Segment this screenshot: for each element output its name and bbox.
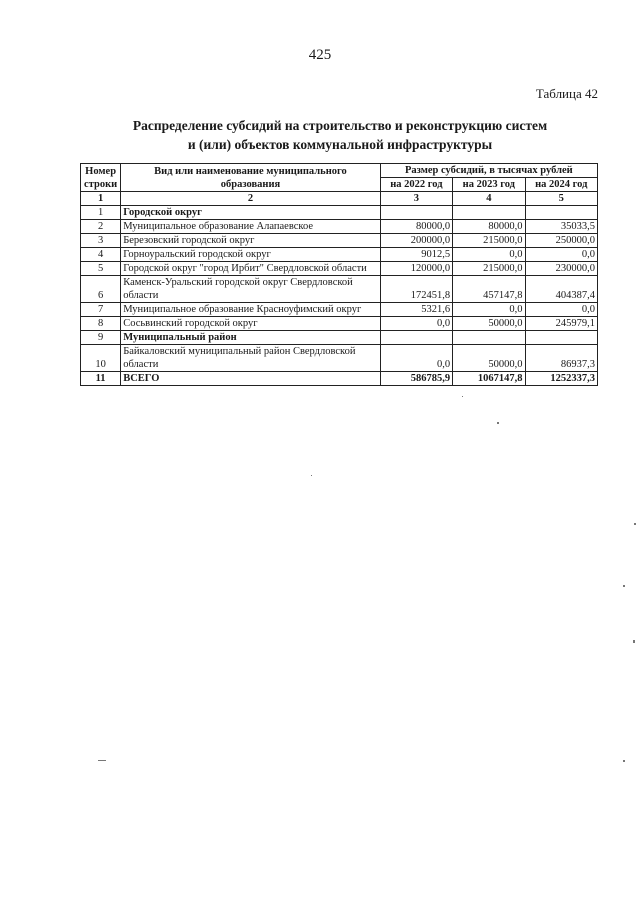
value-2024 (525, 206, 597, 220)
scan-speck (623, 760, 625, 762)
value-2023 (453, 331, 525, 345)
municipality-name: Сосьвинский городской округ (121, 317, 380, 331)
value-2023 (453, 206, 525, 220)
row-number: 11 (81, 372, 121, 386)
municipality-name: Муниципальный район (121, 331, 380, 345)
value-2022: 0,0 (380, 345, 452, 372)
scan-speck (497, 422, 499, 424)
municipality-name: Березовский городской округ (121, 234, 380, 248)
row-number: 4 (81, 248, 121, 262)
value-2024: 250000,0 (525, 234, 597, 248)
row-number: 8 (81, 317, 121, 331)
scan-speck (623, 585, 625, 587)
value-2024 (525, 331, 597, 345)
table-reference: Таблица 42 (535, 86, 598, 101)
table-row (81, 331, 598, 345)
subsidies-table (80, 163, 598, 386)
table-row (81, 317, 598, 331)
row-number: 1 (81, 206, 121, 220)
municipality-name: Городской округ (121, 206, 380, 220)
row-number: 7 (81, 303, 121, 317)
value-2024: 1252337,3 (525, 372, 597, 386)
value-2022: 172451,8 (380, 276, 452, 303)
value-2024: 35033,5 (525, 220, 597, 234)
table-row (81, 220, 598, 234)
scan-speck (634, 523, 636, 525)
table-row (81, 234, 598, 248)
value-2023: 457147,8 (453, 276, 525, 303)
column-index: 1 (81, 192, 121, 206)
row-number: 5 (81, 262, 121, 276)
row-number: 2 (81, 220, 121, 234)
value-2024: 86937,3 (525, 345, 597, 372)
column-index: 3 (380, 192, 452, 206)
table-row (81, 248, 598, 262)
value-2024: 404387,4 (525, 276, 597, 303)
municipality-name: ВСЕГО (121, 372, 380, 386)
value-2023: 50000,0 (453, 317, 525, 331)
table-row (81, 262, 598, 276)
value-2023: 50000,0 (453, 345, 525, 372)
table-row (81, 345, 598, 372)
document-title (80, 116, 600, 154)
table-row-total (81, 372, 598, 386)
value-2022: 5321,6 (380, 303, 452, 317)
column-index: 4 (453, 192, 525, 206)
value-2022: 0,0 (380, 317, 452, 331)
page-number: 425 (308, 47, 332, 63)
title-line-1: Распределение субсидий на строительство и реконструкцию систем (132, 118, 548, 133)
value-2023: 1067147,8 (453, 372, 525, 386)
header-year-2022: на 2022 год (380, 178, 452, 192)
value-2022 (380, 331, 452, 345)
value-2022: 200000,0 (380, 234, 452, 248)
value-2022 (380, 206, 452, 220)
scan-speck (633, 640, 635, 643)
municipality-name: Горноуральский городской округ (121, 248, 380, 262)
header-year-2024: на 2024 год (525, 178, 597, 192)
table-row (81, 303, 598, 317)
scan-speck (98, 760, 106, 761)
column-index-row (81, 192, 598, 206)
header-row-number: Номер строки (81, 164, 121, 192)
scan-speck (311, 475, 312, 476)
value-2024: 245979,1 (525, 317, 597, 331)
value-2022: 120000,0 (380, 262, 452, 276)
row-number: 3 (81, 234, 121, 248)
municipality-name: Каменск-Уральский городской округ Свердловской области (121, 276, 380, 303)
value-2022: 80000,0 (380, 220, 452, 234)
municipality-name: Муниципальное образование Алапаевское (121, 220, 380, 234)
column-index: 5 (525, 192, 597, 206)
title-line-2: и (или) объектов коммунальной инфраструктуры (187, 137, 493, 152)
value-2023: 215000,0 (453, 234, 525, 248)
scan-speck (462, 396, 463, 397)
value-2024: 230000,0 (525, 262, 597, 276)
municipality-name: Муниципальное образование Красноуфимский округ (121, 303, 380, 317)
value-2023: 0,0 (453, 303, 525, 317)
municipality-name: Городской округ "город Ирбит" Свердловской области (121, 262, 380, 276)
row-number: 10 (81, 345, 121, 372)
row-number: 6 (81, 276, 121, 303)
table-row (81, 206, 598, 220)
municipality-name: Байкаловский муниципальный район Свердловской области (121, 345, 380, 372)
header-name: Вид или наименование муниципального образования (121, 164, 380, 192)
value-2023: 80000,0 (453, 220, 525, 234)
column-index: 2 (121, 192, 380, 206)
value-2022: 9012,5 (380, 248, 452, 262)
table-row (81, 276, 598, 303)
value-2023: 215000,0 (453, 262, 525, 276)
value-2024: 0,0 (525, 248, 597, 262)
value-2023: 0,0 (453, 248, 525, 262)
value-2024: 0,0 (525, 303, 597, 317)
header-subsidy-group: Размер субсидий, в тысячах рублей (380, 164, 597, 178)
header-year-2023: на 2023 год (453, 178, 525, 192)
row-number: 9 (81, 331, 121, 345)
value-2022: 586785,9 (380, 372, 452, 386)
